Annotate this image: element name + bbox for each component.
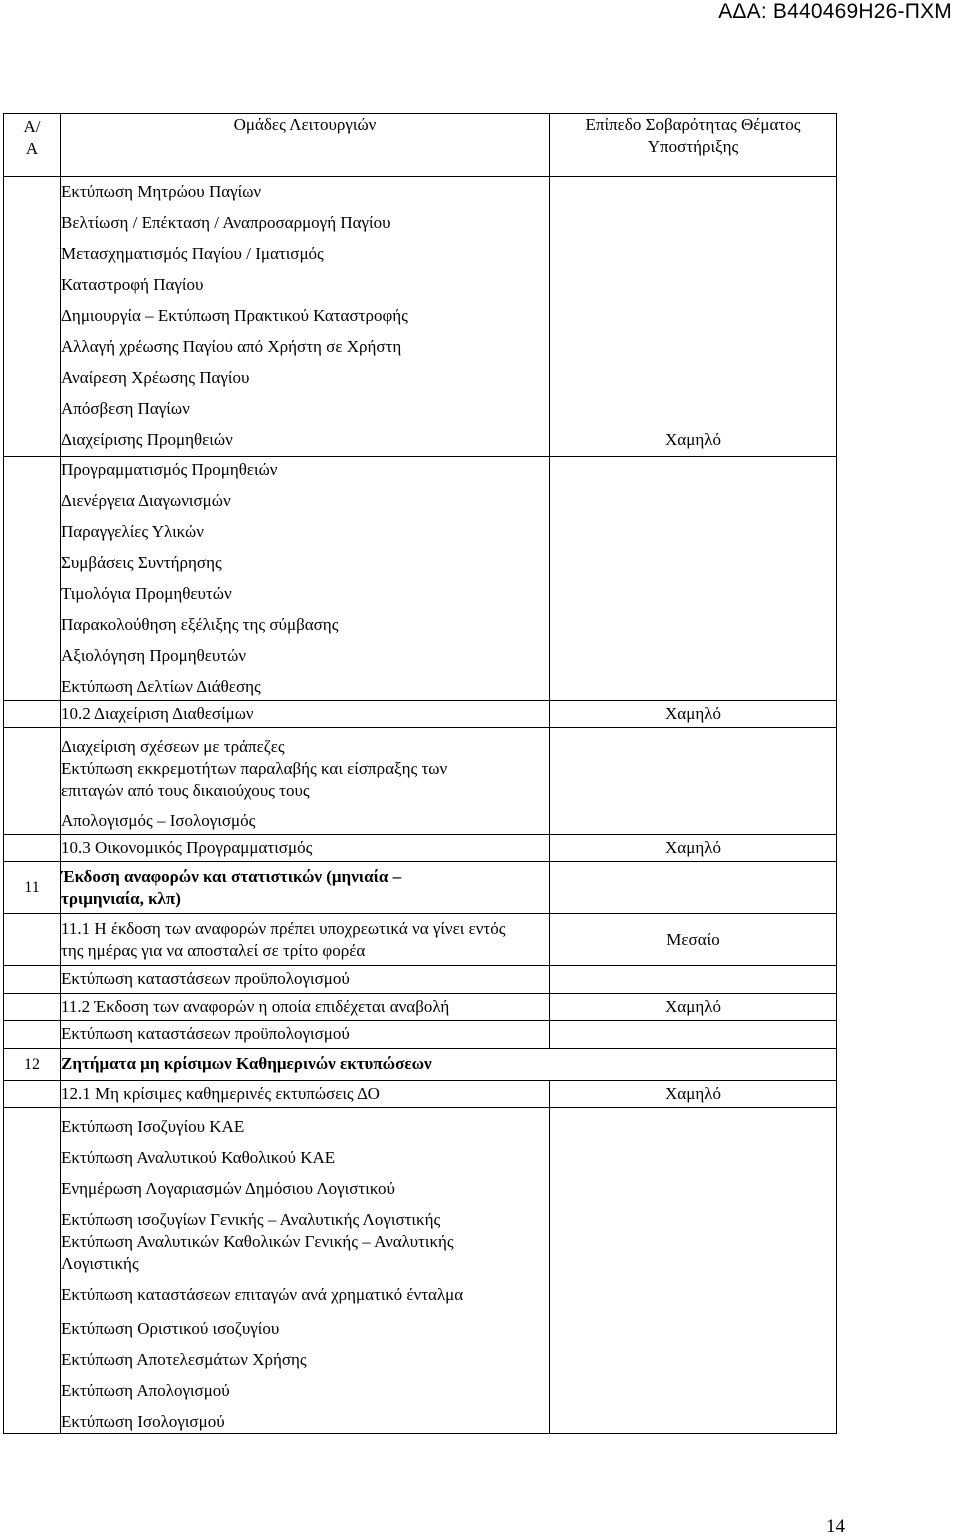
col-header-level: Επίπεδο Σοβαρότητας Θέματος Υποστήριξης [550,114,837,177]
list-item: Εκτύπωση Μητρώου Παγίων [61,182,262,201]
list-item: Παραγγελίες Υλικών [61,522,204,541]
list-item: Διενέργεια Διαγωνισμών [61,491,231,510]
item-cell [61,1108,550,1434]
level-value: Χαμηλό [665,704,721,723]
num-cell [4,994,61,1021]
table-row [4,701,837,728]
list-item: Εκτύπωση καταστάσεων επιταγών ανά χρηματικό ένταλμα [61,1285,464,1304]
level-cell [550,966,837,994]
level-cell [550,457,837,701]
list-item: Αναίρεση Χρέωσης Παγίου [61,368,250,387]
table-row [4,1081,837,1108]
subsection-title: 11.1 Η έκδοση των αναφορών πρέπει υποχρεωτικά να γίνει εντός της ημέρας για να αποσταλεί σε τρίτο φορέα [61,919,506,960]
list-item: Απολογισμός – Ισολογισμός [61,811,256,830]
num-cell [4,1081,61,1108]
level-cell [550,177,837,457]
ada-code: ΑΔΑ: Β440469Η26-ΠΧΜ [718,0,952,23]
level-cell [550,914,837,966]
list-item: Εκτύπωση Αποτελεσμάτων Χρήσης [61,1350,307,1369]
list-item: Διαχείριση σχέσεων με τράπεζες [61,737,285,756]
list-item: Απόσβεση Παγίων [61,399,190,418]
section-number: 12 [4,1049,61,1081]
list-item: Εκτύπωση εκκρεμοτήτων παραλαβής και είσπραξης των επιταγών από τους δικαιούχους τους [61,759,448,800]
item-cell [61,966,550,994]
level-cell [550,701,837,728]
level-value: Χαμηλό [665,430,721,449]
num-cell [4,914,61,966]
list-item: Μετασχηματισμός Παγίου / Ιματισμός [61,244,324,263]
item-cell [61,994,550,1021]
section-title: Έκδοση αναφορών και στατιστικών (μηνιαία – τριμηνιαία, κλπ) [61,867,402,908]
list-item: Βελτίωση / Επέκταση / Αναπροσαρμογή Παγίου [61,213,391,232]
num-cell [4,966,61,994]
table-row [4,1021,837,1049]
item-cell [61,457,550,701]
item-cell [61,1081,550,1108]
list-item: Εκτύπωση ισοζυγίων Γενικής – Αναλυτικής Λογιστικής [61,1210,441,1229]
list-item: Εκτύπωση Δελτίων Διάθεσης [61,677,261,696]
level-cell [550,1108,837,1434]
item-cell [61,728,550,835]
level-cell [550,728,837,835]
num-cell [4,457,61,701]
table-row [4,1108,837,1434]
num-cell [4,701,61,728]
num-cell [4,1021,61,1049]
item-cell [61,862,550,914]
list-item: Αξιολόγηση Προμηθευτών [61,646,247,665]
num-cell [4,835,61,862]
item-cell [61,914,550,966]
list-item: Προγραμματισμός Προμηθειών [61,460,278,479]
section-title: 10.3 Οικονομικός Προγραμματισμός [61,838,313,857]
table-row [4,994,837,1021]
subsection-title: 11.2 Έκδοση των αναφορών η οποία επιδέχεται αναβολή [61,997,450,1016]
page-number: 14 [826,1516,845,1537]
level-cell [550,1081,837,1108]
table-header-row [4,114,837,177]
list-item: Καταστροφή Παγίου [61,275,204,294]
table-row [4,728,837,835]
level-cell [550,994,837,1021]
num-cell [4,1108,61,1434]
level-value: Χαμηλό [665,838,721,857]
list-item: Εκτύπωση καταστάσεων προϋπολογισμού [61,1024,350,1043]
list-item: Αλλαγή χρέωσης Παγίου από Χρήστη σε Χρήστη [61,337,402,356]
functions-table [3,113,837,1434]
table-row [4,835,837,862]
table-row [4,914,837,966]
item-cell [61,1021,550,1049]
list-item: Εκτύπωση Οριστικού ισοζυγίου [61,1319,280,1338]
list-item: Εκτύπωση Αναλυτικού Καθολικού ΚΑΕ [61,1148,336,1167]
num-cell [4,177,61,457]
list-item: Εκτύπωση Ισολογισμού [61,1412,225,1431]
col-header-aa [4,114,61,177]
list-item: Δημιουργία – Εκτύπωση Πρακτικού Καταστροφής [61,306,408,325]
col-header-groups: Ομάδες Λειτουργιών [61,114,550,177]
list-item: Τιμολόγια Προμηθευτών [61,584,232,603]
section-number: 11 [4,862,61,914]
num-cell [4,728,61,835]
table-row [4,177,837,457]
table-row [4,1049,837,1081]
level-value: Μεσαίο [666,929,720,949]
item-cell [61,1049,837,1081]
table-row [4,457,837,701]
col-header-aa-line1: Α/ [23,117,41,136]
table-row [4,862,837,914]
list-item: Παρακολούθηση εξέλιξης της σύμβασης [61,615,339,634]
section-title: Διαχείρισης Προμηθειών [61,430,233,449]
level-value: Χαμηλό [665,1084,721,1103]
list-item: Εκτύπωση Ισοζυγίου ΚΑΕ [61,1117,245,1136]
section-title: Ζητήματα μη κρίσιμων Καθημερινών εκτυπώσεων [61,1054,432,1073]
list-item: Ενημέρωση Λογαριασμών Δημόσιου Λογιστικού [61,1179,395,1198]
list-item: Εκτύπωση Απολογισμού [61,1381,230,1400]
level-cell [550,1021,837,1049]
level-cell [550,862,837,914]
list-item: Εκτύπωση Αναλυτικών Καθολικών Γενικής – Αναλυτικής Λογιστικής [61,1232,454,1273]
item-cell [61,177,550,457]
section-title: 10.2 Διαχείριση Διαθεσίμων [61,704,254,723]
level-cell [550,835,837,862]
table-row [4,966,837,994]
list-item: Συμβάσεις Συντήρησης [61,553,222,572]
list-item: Εκτύπωση καταστάσεων προϋπολογισμού [61,969,350,988]
item-cell [61,835,550,862]
level-value: Χαμηλό [665,997,721,1016]
subsection-title: 12.1 Μη κρίσιμες καθημερινές εκτυπώσεις ΔΟ [61,1084,380,1103]
item-cell [61,701,550,728]
col-header-aa-line2: Α [25,139,39,158]
